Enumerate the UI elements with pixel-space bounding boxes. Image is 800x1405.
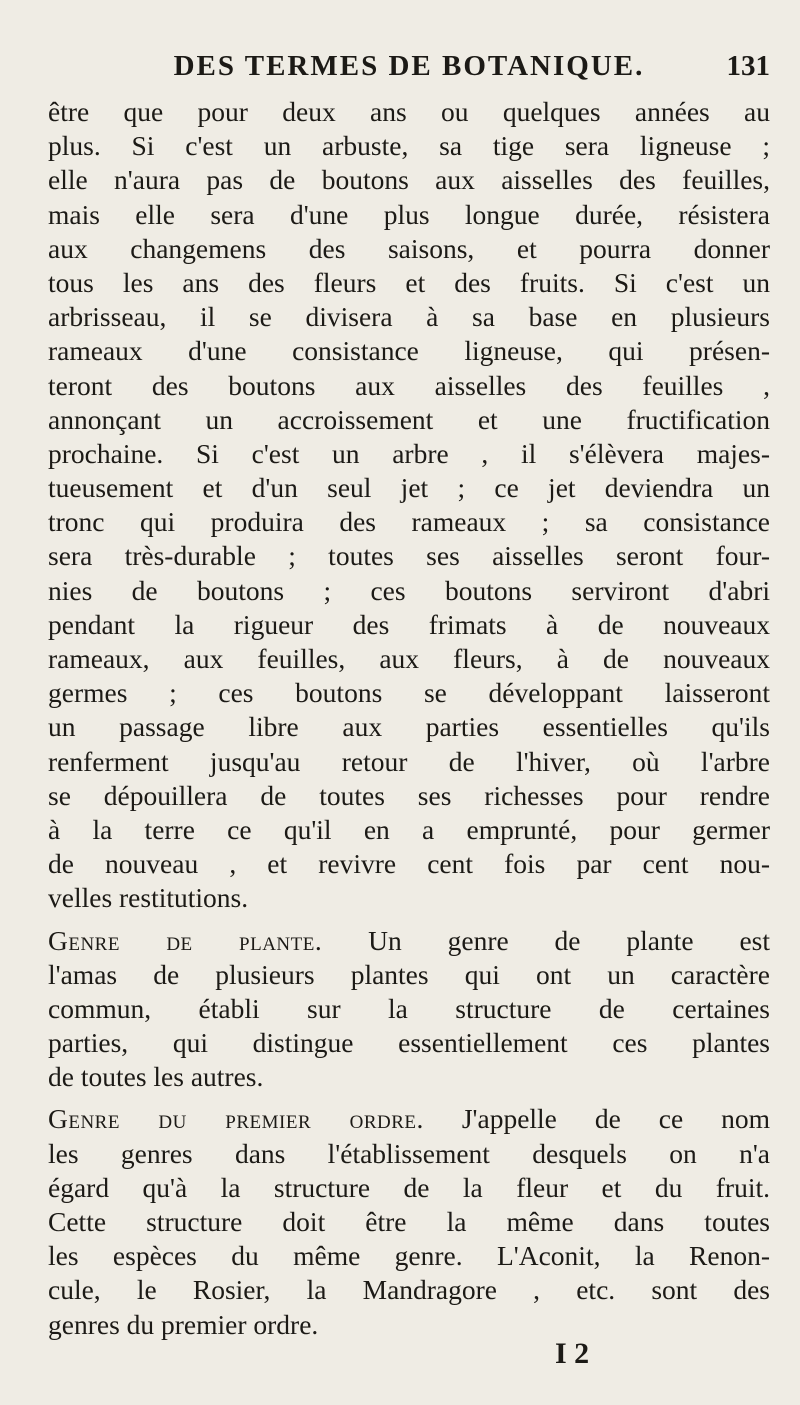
paragraph-gap [48,916,770,924]
text-line: germes ; ces boutons se développant laisseront [48,677,770,709]
text-line: se dépouillera de toutes ses richesses pour rendre [48,779,770,811]
entry-genre-du-premier-ordre [48,1102,770,1341]
text-line: être que pour deux ans ou quelques années au [48,96,770,127]
text-line: arbrisseau, il se divisera à sa base en plusieurs [48,301,770,333]
text-line: parties, qui distingue essentiellement ces plantes [48,1027,770,1059]
paragraph-continuation [48,95,770,916]
text-line: sera très-durable ; toutes ses aisselles seront four- [48,540,770,572]
entry-first-line [48,924,770,958]
signature-mark: I 2 [555,1337,590,1370]
text-line: nies de boutons ; ces boutons serviront d'abri [48,574,770,606]
text-line: genres du premier ordre. [48,1308,319,1340]
text-line: mais elle sera d'une plus longue durée, résistera [48,198,770,230]
entry-term: Genre de plante. [48,924,323,956]
paragraph-gap [48,1094,770,1102]
text-line: les genres dans l'établissement desquels on n'a [48,1137,770,1169]
text-line: de nouveau , et revivre cent fois par cent nou- [48,848,770,880]
entry-first-line [48,1102,770,1136]
body-text [48,95,770,1342]
text-line: les espèces du même genre. L'Aconit, la Renon- [48,1240,770,1272]
text-line: rameaux, aux feuilles, aux fleurs, à de nouveaux [48,643,770,674]
text-line: cule, le Rosier, la Mandragore , etc. sont des [48,1274,770,1306]
text-line: elle n'aura pas de boutons aux aisselles des feuilles, [48,164,770,196]
text-line: de toutes les autres. [48,1061,264,1093]
text-line: l'amas de plusieurs plantes qui ont un caractère [48,958,770,990]
text-line: renferment jusqu'au retour de l'hiver, où l'arbre [48,745,770,777]
text-line: aux changemens des saisons, et pourra donner [48,232,770,264]
text-line: tueusement et d'un seul jet ; ce jet deviendra un [48,472,770,504]
text-line: un passage libre aux parties essentielles qu'ils [48,711,770,743]
entry-first-line-text: Un genre de plante est [368,924,770,956]
text-line: velles restitutions. [48,882,249,914]
text-line: égard qu'à la structure de la fleur et du fruit. [48,1171,770,1203]
page-number: 131 [726,50,770,82]
text-line: tous les ans des fleurs et des fruits. Si c'est un [48,266,770,298]
text-line: teront des boutons aux aisselles des feuilles , [48,369,770,401]
text-line: pendant la rigueur des frimats à de nouveaux [48,608,770,640]
entry-genre-de-plante [48,924,770,1095]
text-line: annonçant un accroissement et une fructification [48,403,770,435]
text-line: Cette structure doit être la même dans toutes [48,1206,770,1237]
text-line: plus. Si c'est un arbuste, sa tige sera ligneuse ; [48,130,770,162]
entry-term: Genre du premier ordre. [48,1103,424,1135]
text-line: à la terre ce qu'il en a emprunté, pour germer [48,813,770,845]
text-line: commun, établi sur la structure de certaines [48,992,770,1024]
running-title: DES TERMES DE BOTANIQUE. [173,50,645,82]
page-header [48,46,770,86]
text-line: prochaine. Si c'est un arbre , il s'élèvera majes- [48,437,770,469]
text-line: tronc qui produira des rameaux ; sa consistance [48,506,770,538]
text-line: rameaux d'une consistance ligneuse, qui présen- [48,335,770,367]
entry-first-line-text: J'appelle de ce nom [461,1103,770,1135]
